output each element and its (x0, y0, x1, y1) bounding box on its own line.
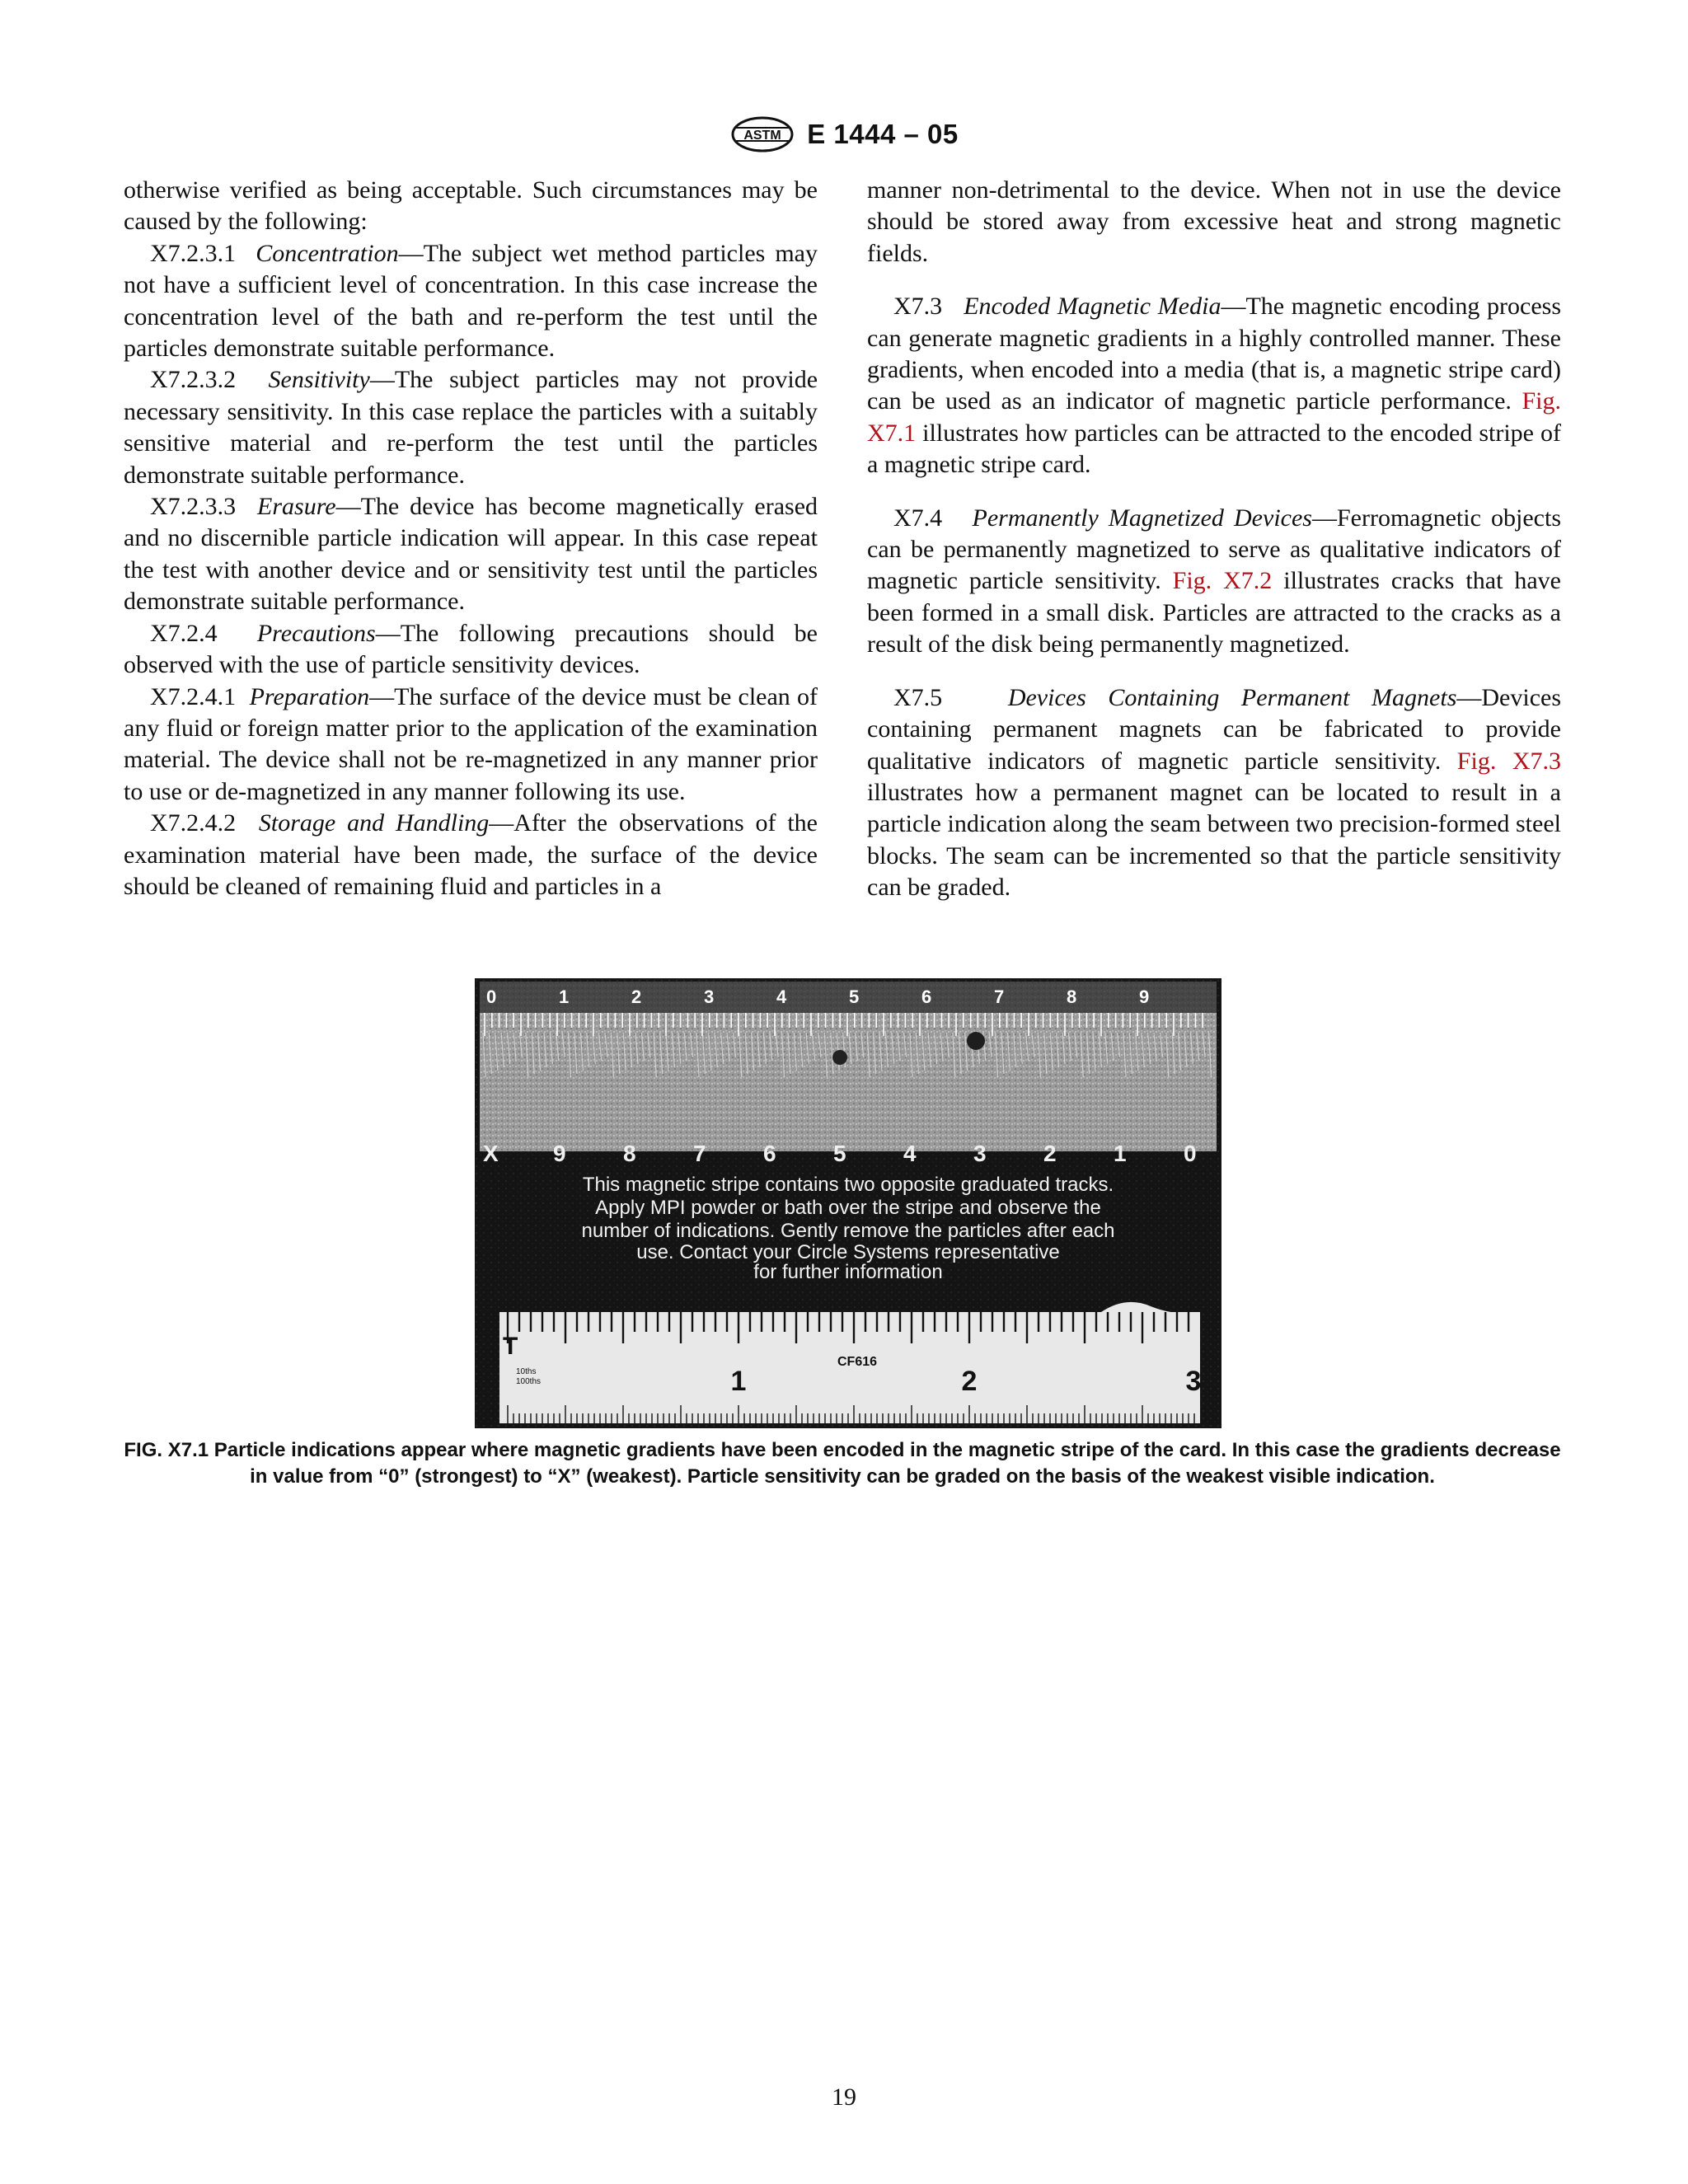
astm-logo-icon (729, 115, 795, 154)
section-number: X7.2.4.1 (150, 682, 237, 710)
paragraph-x7-2-4-1 (124, 682, 818, 808)
section-title: Concentration (256, 239, 399, 267)
section-number: X7.2.3.1 (150, 239, 237, 267)
stripe-top-label: 7 (994, 987, 1005, 1007)
stripe-bottom-label: 1 (1114, 1141, 1127, 1166)
section-title: Erasure (257, 493, 336, 521)
stripe-top-label: 0 (486, 987, 497, 1007)
paragraph-x7-3 (867, 291, 1561, 480)
particle-cluster (832, 1050, 847, 1065)
stripe-top-label: 5 (849, 987, 860, 1007)
stripe-top-label: 6 (921, 987, 932, 1007)
figure-caption: FIG. X7.1 Particle indications appear where magnetic gradients have been encoded in the magnetic stripe of the card. In this case the gradients decrease in value from “0” (strongest) to “X” (weakest). Particle sensitivity can be graded on the basis of the weakest visible indication. (124, 1439, 1561, 1488)
section-body: —Devices containing permanent magnets can be fabricated to provide qualitative indicators of magnetic particle sensitivity. (867, 683, 1561, 775)
section-title: Permanently Magnetized Devices (972, 504, 1312, 532)
section-number: X7.5 (893, 683, 943, 711)
stripe-top-label: 3 (704, 987, 715, 1007)
paragraph-x7-2-3-3 (124, 491, 818, 618)
stripe-top-label: 4 (776, 987, 787, 1007)
paragraph-x7-5 (867, 682, 1561, 904)
section-title: Encoded Magnetic Media (964, 293, 1221, 321)
card-line: This magnetic stripe contains two opposite graduated tracks. (582, 1174, 1114, 1196)
ruler-unit-label: 10ths (516, 1367, 537, 1376)
right-column (867, 175, 1561, 904)
section-body: —The subject particles may not provide necessary sensitivity. In this case replace the particles with a suitably sensitive material and re-perform the test until the particles demonstrate suitable performance. (124, 366, 818, 489)
paragraph-x7-2-4 (124, 618, 818, 682)
section-body-end: illustrates cracks that have been formed in a small disk. Particles are attracted to the cracks as a result of the disk being permanently magnetized. (867, 567, 1561, 658)
stripe-top-label: 2 (631, 987, 642, 1007)
card-line: for further information (753, 1261, 943, 1283)
section-number: X7.2.3.3 (150, 493, 237, 521)
paragraph-x7-2-4-2 (124, 808, 818, 902)
figure-link-x7-1[interactable]: Fig. X7.1 (867, 387, 1561, 447)
figure-link-x7-2[interactable]: Fig. X7.2 (1172, 567, 1273, 595)
stripe-top-label: 8 (1067, 987, 1077, 1007)
stripe-bottom-label: 7 (693, 1141, 706, 1166)
section-number: X7.2.3.2 (150, 366, 237, 394)
section-title: Preparation (249, 682, 370, 710)
stripe-bottom-label: 8 (623, 1141, 636, 1166)
stripe-bottom-label: 6 (763, 1141, 776, 1166)
particle-cluster (967, 1032, 985, 1050)
card-line: number of indications. Gently remove the particles after each (581, 1220, 1115, 1242)
ruler-major-label: 2 (961, 1366, 978, 1397)
section-title: Sensitivity (268, 366, 370, 394)
stripe-bottom-label: 0 (1184, 1141, 1197, 1166)
stripe-bottom-label: 2 (1043, 1141, 1057, 1166)
section-body-end: illustrates how a permanent magnet can be located to result in a particle indication along the seam between two precision-formed steel blocks. The seam can be incremented so that the particle sensitivity can be graded. (867, 778, 1561, 902)
card-line: use. Contact your Circle Systems representative (636, 1241, 1060, 1263)
ruler-major-label: 1 (730, 1366, 747, 1397)
ruler-model-label: CF616 (837, 1355, 878, 1369)
paragraph-x7-2-3-2 (124, 364, 818, 491)
stripe-bottom-label: X (483, 1141, 499, 1166)
page-header (0, 114, 1688, 155)
stripe-top-label: 9 (1139, 987, 1150, 1007)
figure-x7-1-photo (475, 978, 1221, 1428)
stripe-bottom-label: 4 (903, 1141, 917, 1166)
stripe-top-label: 1 (559, 987, 570, 1007)
section-body: —The device has become magnetically erased and no discernible particle indication will appear. In this case repeat the test with another device and or sensitivity test until the particles demonstrate suitable performance. (124, 493, 818, 616)
section-number: X7.3 (893, 293, 943, 321)
section-title: Precautions (256, 619, 376, 647)
logo-text: ASTM (743, 129, 781, 143)
paragraph-intro: otherwise verified as being acceptable. Such circumstances may be caused by the following: (124, 176, 818, 236)
section-body: —The surface of the device must be clean of any fluid or foreign matter prior to the application of the examination material. The device shall not be re-magnetized in any manner prior to use or de-magnetized in any manner following its use. (124, 682, 818, 805)
section-body: —The subject wet method particles may not have a sufficient level of concentration. In this case increase the concentration level of the bath and re-perform the test until the particles demonstrate suitable performance. (124, 239, 818, 363)
section-body: —After the observations of the examination material have been made, the surface of the device should be cleaned of remaining fluid and particles in a (124, 809, 818, 900)
stripe-bottom-label: 5 (833, 1141, 846, 1166)
section-body: —Ferromagnetic objects can be permanently magnetized to serve as qualitative indicators of magnetic particle sensitivity. (867, 504, 1561, 595)
section-title: Devices Containing Permanent Magnets (1007, 683, 1457, 711)
section-body: —The magnetic encoding process can generate magnetic gradients in a highly controlled manner. These gradients, when encoded into a media (that is, a magnetic stripe card) can be used as an indicator of magnetic particle performance. (867, 293, 1562, 415)
paragraph-x7-2-3-1 (124, 238, 818, 365)
ruler-t-label: T (503, 1333, 518, 1360)
ruler-major-label: 3 (1185, 1366, 1202, 1397)
left-column (124, 175, 818, 902)
card-line: Apply MPI powder or bath over the stripe and observe the (595, 1197, 1101, 1219)
ruler-unit-label: 100ths (516, 1377, 542, 1386)
section-body: —The following precautions should be observed with the use of particle sensitivity devices. (124, 619, 818, 679)
paragraph-continuation: manner non-detrimental to the device. When not in use the device should be stored away from excessive heat and strong magnetic fields. (867, 176, 1561, 267)
section-number: X7.2.4.2 (150, 809, 237, 837)
stripe-bottom-label: 9 (553, 1141, 566, 1166)
stripe-bottom-label: 3 (973, 1141, 987, 1166)
paragraph-x7-4 (867, 503, 1561, 661)
document-id: E 1444 – 05 (807, 119, 959, 149)
figure-link-x7-3[interactable]: Fig. X7.3 (1456, 747, 1561, 775)
section-number: X7.4 (893, 504, 943, 532)
stripe-top-band (480, 982, 1217, 1013)
section-number: X7.2.4 (150, 619, 218, 647)
page-number: 19 (832, 2083, 856, 2111)
section-body-end: illustrates how particles can be attracted to the encoded stripe of a magnetic stripe card. (867, 419, 1561, 479)
section-title: Storage and Handling (258, 809, 490, 837)
